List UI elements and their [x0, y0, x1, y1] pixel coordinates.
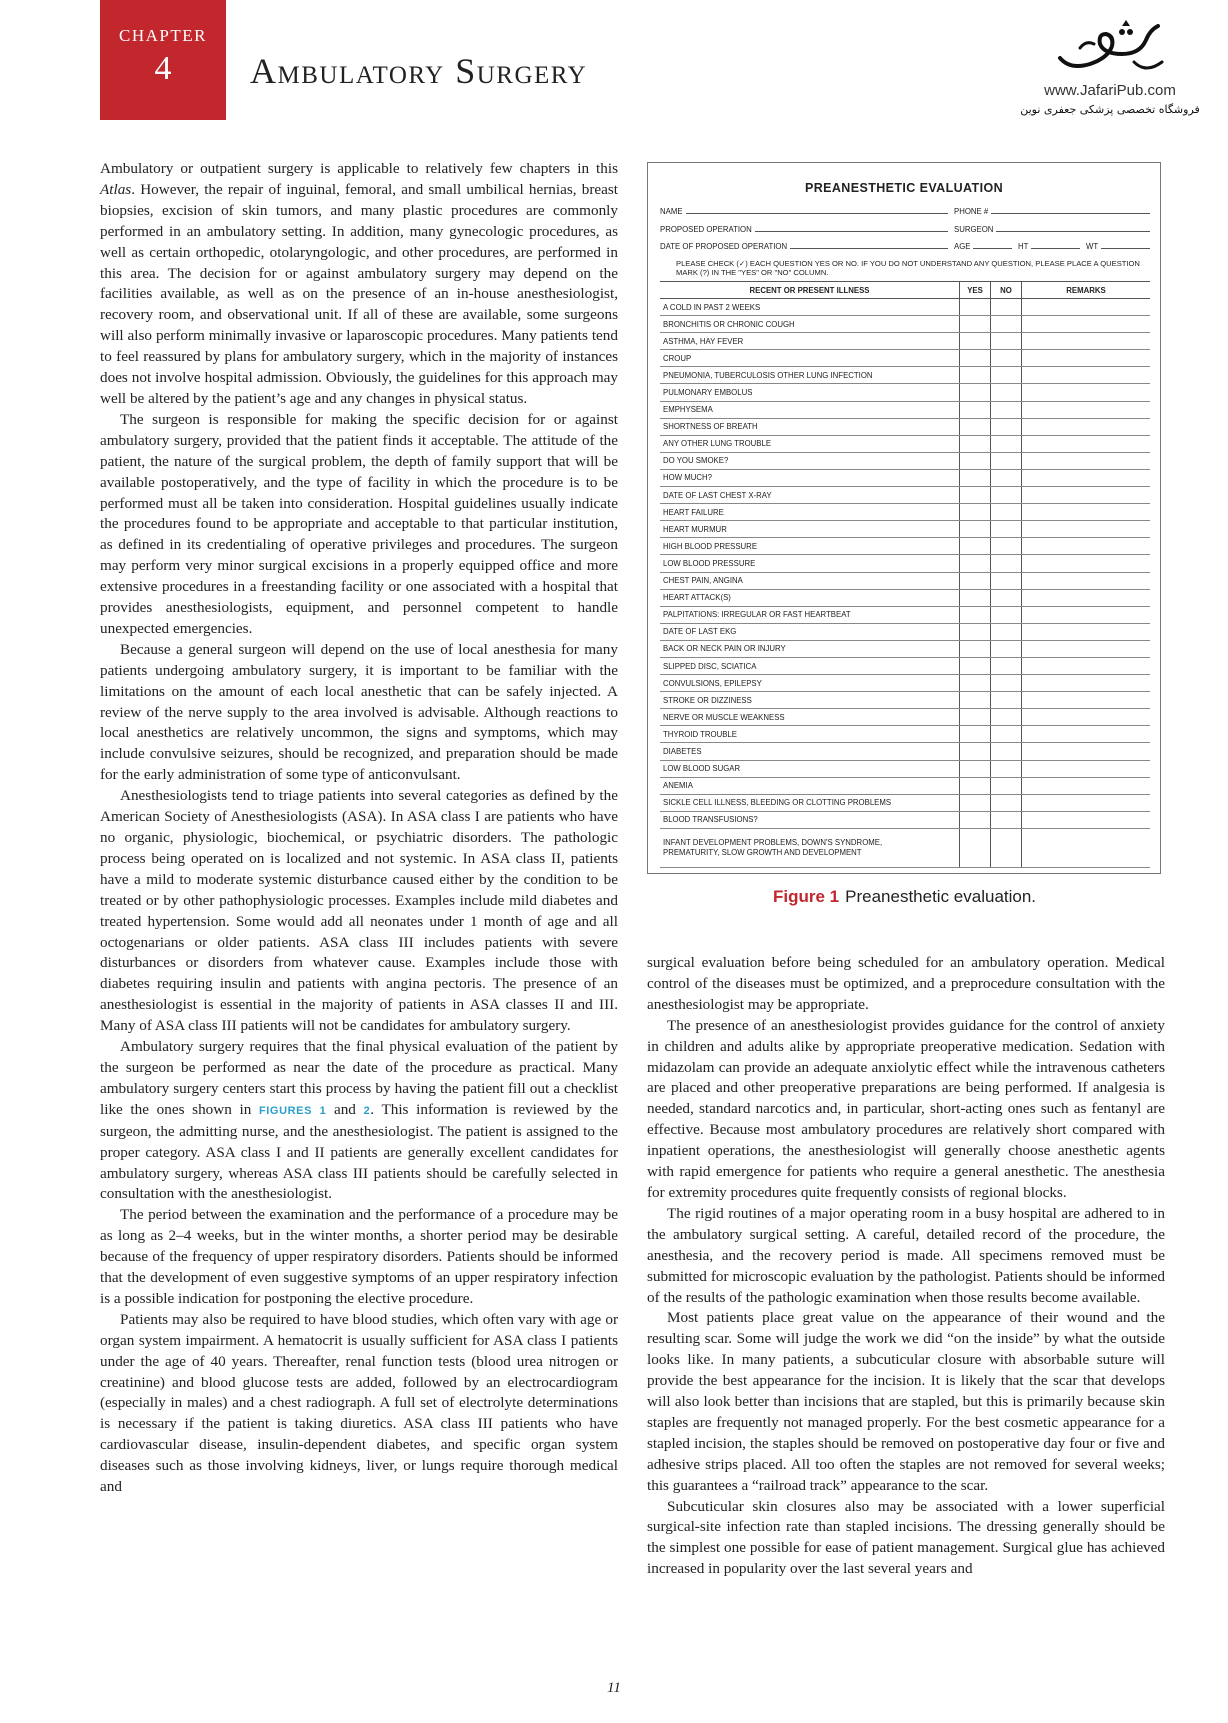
yes-checkbox[interactable] — [960, 794, 991, 811]
yes-checkbox[interactable] — [960, 487, 991, 504]
yes-checkbox[interactable] — [960, 418, 991, 435]
illness-label: ANEMIA — [660, 777, 960, 794]
publisher-tagline: فروشگاه تخصصی پزشکی جعفری نوین — [1020, 103, 1200, 116]
yes-checkbox[interactable] — [960, 760, 991, 777]
no-checkbox[interactable] — [991, 623, 1022, 640]
illness-label: STROKE OR DIZZINESS — [660, 692, 960, 709]
illness-label: HIGH BLOOD PRESSURE — [660, 538, 960, 555]
table-row — [660, 316, 1150, 333]
table-row — [660, 589, 1150, 606]
paragraph: Most patients place great value on the appearance of their wound and the resulting scar. Some will judge the work we did “on the inside” by what the outside looks like. In many patients, a subcuticular closure with absorbable suture will provide the best appearance for the incision. It is likely that the scar that develops will also look better than incisions that are stapled, but this is primarily because skin staples are frequently not managed properly. For the best cosmetic appearance for a stapled incision, the staples should be removed on postoperative day four or five and adhesive strips placed. All too often the staples are not removed for several weeks; this guarantees a “railroad track” appearance to the scar. — [647, 1309, 1165, 1494]
yes-checkbox[interactable] — [960, 538, 991, 555]
left-column — [100, 159, 618, 1498]
remarks-cell[interactable] — [1022, 692, 1151, 709]
yes-checkbox[interactable] — [960, 657, 991, 674]
illness-label: INFANT DEVELOPMENT PROBLEMS, DOWN'S SYNDROME, PREMATURITY, SLOW GROWTH AND DEVELOPMENT — [660, 828, 960, 867]
illness-label: LOW BLOOD PRESSURE — [660, 555, 960, 572]
illness-label: LOW BLOOD SUGAR — [660, 760, 960, 777]
yes-checkbox[interactable] — [960, 811, 991, 828]
table-row — [660, 657, 1150, 674]
no-checkbox[interactable] — [991, 811, 1022, 828]
figure-caption-text: Preanesthetic evaluation. — [845, 887, 1037, 906]
date-of-operation-field[interactable]: DATE OF PROPOSED OPERATION — [660, 242, 948, 251]
no-checkbox[interactable] — [991, 726, 1022, 743]
yes-checkbox[interactable] — [960, 452, 991, 469]
illness-checklist-table — [660, 281, 1150, 868]
yes-checkbox[interactable] — [960, 555, 991, 572]
height-field[interactable]: HT — [1018, 242, 1080, 251]
yes-checkbox[interactable] — [960, 572, 991, 589]
yes-checkbox[interactable] — [960, 709, 991, 726]
remarks-cell[interactable] — [1022, 538, 1151, 555]
table-row — [660, 640, 1150, 657]
yes-checkbox[interactable] — [960, 435, 991, 452]
table-row — [660, 623, 1150, 640]
no-checkbox[interactable] — [991, 777, 1022, 794]
yes-checkbox[interactable] — [960, 469, 991, 486]
column-header-remarks: REMARKS — [1022, 282, 1151, 299]
remarks-cell[interactable] — [1022, 726, 1151, 743]
table-row — [660, 367, 1150, 384]
yes-checkbox[interactable] — [960, 401, 991, 418]
remarks-cell[interactable] — [1022, 487, 1151, 504]
remarks-cell[interactable] — [1022, 316, 1151, 333]
name-field[interactable]: NAME — [660, 207, 948, 216]
column-header-no: NO — [991, 282, 1022, 299]
yes-checkbox[interactable] — [960, 384, 991, 401]
illness-label: BACK OR NECK PAIN OR INJURY — [660, 640, 960, 657]
yes-checkbox[interactable] — [960, 726, 991, 743]
yes-checkbox[interactable] — [960, 640, 991, 657]
no-checkbox[interactable] — [991, 606, 1022, 623]
illness-label: CONVULSIONS, EPILEPSY — [660, 675, 960, 692]
remarks-cell[interactable] — [1022, 435, 1151, 452]
chapter-label: CHAPTER — [119, 26, 207, 45]
remarks-cell[interactable] — [1022, 504, 1151, 521]
yes-checkbox[interactable] — [960, 675, 991, 692]
table-row — [660, 743, 1150, 760]
no-checkbox[interactable] — [991, 538, 1022, 555]
no-checkbox[interactable] — [991, 709, 1022, 726]
no-checkbox[interactable] — [991, 384, 1022, 401]
remarks-cell[interactable] — [1022, 418, 1151, 435]
illness-label: PALPITATIONS: IRREGULAR OR FAST HEARTBEAT — [660, 606, 960, 623]
table-row — [660, 555, 1150, 572]
table-row — [660, 777, 1150, 794]
no-checkbox[interactable] — [991, 469, 1022, 486]
table-row — [660, 521, 1150, 538]
table-row — [660, 811, 1150, 828]
form-title: PREANESTHETIC EVALUATION — [804, 181, 1004, 195]
remarks-cell[interactable] — [1022, 589, 1151, 606]
column-header-yes: YES — [960, 282, 991, 299]
no-checkbox[interactable] — [991, 316, 1022, 333]
publisher-logo — [1010, 18, 1210, 138]
no-checkbox[interactable] — [991, 367, 1022, 384]
yes-checkbox[interactable] — [960, 367, 991, 384]
no-checkbox[interactable] — [991, 418, 1022, 435]
paragraph: The surgeon is responsible for making the specific decision for or against ambulatory surgery, provided that the patient finds it acceptable. The attitude of the patient, the nature of the surgical problem, the depth of family support that will be available postoperatively, and the type of facility in which the procedure is to be performed must all be taken into consideration. Hospital guidelines usually indicate the procedures found to be appropriate and acceptable to that particular institution, as defined in its credentialing of operative privileges and procedures. The surgeon may perform very minor surgical excisions in a properly equipped office and more extensive procedures in a freestanding facility or one associated with a hospital that provides anesthesiologists, equipment, and personnel competent to handle unexpected emergencies. — [100, 410, 618, 637]
table-row — [660, 606, 1150, 623]
chapter-title: Ambulatory Surgery — [250, 51, 588, 91]
no-checkbox[interactable] — [991, 692, 1022, 709]
yes-checkbox[interactable] — [960, 350, 991, 367]
table-row — [660, 299, 1150, 316]
paragraph: Because a general surgeon will depend on the use of local anesthesia for many patients undergoing ambulatory surgery, it is important to be familiar with the limitations on the amount of each local anesthetic that can be safely injected. A review of the nerve supply to the area involved is advisable. Although reactions to local anesthetics are relatively uncommon, the signs and symptoms, which may include convulsive seizures, should be recognized, and preparation should be made for the early administration of some type of anticonvulsant. — [100, 640, 618, 784]
no-checkbox[interactable] — [991, 333, 1022, 350]
no-checkbox[interactable] — [991, 572, 1022, 589]
remarks-cell[interactable] — [1022, 572, 1151, 589]
yes-checkbox[interactable] — [960, 504, 991, 521]
illness-label: SHORTNESS OF BREATH — [660, 418, 960, 435]
no-checkbox[interactable] — [991, 299, 1022, 316]
no-checkbox[interactable] — [991, 401, 1022, 418]
table-row — [660, 452, 1150, 469]
form-instructions: PLEASE CHECK (✓) EACH QUESTION YES OR NO. IF YOU DO NOT UNDERSTAND ANY QUESTION, PLEASE PLACE A QUESTION MARK (?) IN THE "YES" OR "NO" COLUMN. — [676, 259, 1140, 277]
yes-checkbox[interactable] — [960, 743, 991, 760]
table-row — [660, 794, 1150, 811]
no-checkbox[interactable] — [991, 828, 1022, 867]
paragraph: The period between the examination and the performance of a procedure may be as long as 2–4 weeks, but in the winter months, a shorter period may be desirable because of the frequency of upper respiratory disorders. Patients should be informed that the development of even suggestive symptoms of an upper respiratory infection is a possible indication for postponing the elective procedure. — [100, 1206, 618, 1307]
remarks-cell[interactable] — [1022, 555, 1151, 572]
illness-label: ANY OTHER LUNG TROUBLE — [660, 435, 960, 452]
illness-label: CROUP — [660, 350, 960, 367]
checklist-rows — [660, 299, 1150, 868]
illness-label: NERVE OR MUSCLE WEAKNESS — [660, 709, 960, 726]
table-row — [660, 487, 1150, 504]
illness-label: SICKLE CELL ILLNESS, BLEEDING OR CLOTTING PROBLEMS — [660, 794, 960, 811]
illness-label: SLIPPED DISC, SCIATICA — [660, 657, 960, 674]
remarks-cell[interactable] — [1022, 521, 1151, 538]
remarks-cell[interactable] — [1022, 623, 1151, 640]
yes-checkbox[interactable] — [960, 316, 991, 333]
yes-checkbox[interactable] — [960, 777, 991, 794]
illness-label: EMPHYSEMA — [660, 401, 960, 418]
remarks-cell[interactable] — [1022, 743, 1151, 760]
illness-label: PNEUMONIA, TUBERCULOSIS OTHER LUNG INFECTION — [660, 367, 960, 384]
yes-checkbox[interactable] — [960, 623, 991, 640]
table-row — [660, 675, 1150, 692]
paragraph: Subcuticular skin closures also may be associated with a lower superficial surgical-site infection rate than stapled incisions. The dressing generally should be the simplest one possible for ease of patient management. Surgical glue has achieved increased in popularity over the last several years and — [647, 1497, 1165, 1578]
illness-label: DO YOU SMOKE? — [660, 452, 960, 469]
no-checkbox[interactable] — [991, 555, 1022, 572]
table-row — [660, 828, 1150, 867]
table-row — [660, 504, 1150, 521]
remarks-cell[interactable] — [1022, 401, 1151, 418]
page-number: 11 — [607, 1680, 621, 1696]
table-row — [660, 709, 1150, 726]
table-row — [660, 350, 1150, 367]
paragraph: surgical evaluation before being scheduled for an ambulatory operation. Medical control of the diseases must be optimized, and a preprocedure consultation with the anesthesiologist may be appropriate. — [647, 954, 1165, 1013]
remarks-cell[interactable] — [1022, 606, 1151, 623]
illness-label: HEART FAILURE — [660, 504, 960, 521]
figure-number: Figure 1 — [773, 887, 840, 906]
table-row — [660, 401, 1150, 418]
no-checkbox[interactable] — [991, 521, 1022, 538]
yes-checkbox[interactable] — [960, 521, 991, 538]
figure-caption — [773, 887, 1036, 907]
remarks-cell[interactable] — [1022, 333, 1151, 350]
illness-label: A COLD IN PAST 2 WEEKS — [660, 299, 960, 316]
paragraph: The rigid routines of a major operating room in a busy hospital are adhered to in the ambulatory surgical setting. A careful, detailed record of the procedure, the anesthesia, and the recovery period is made. All specimens removed must be submitted for microscopic evaluation by the pathologist. Patients should be informed of the results of the pathologic examination when those results become available. — [647, 1204, 1165, 1306]
no-checkbox[interactable] — [991, 657, 1022, 674]
paragraph: Ambulatory or outpatient surgery is applicable to relatively few chapters in this Atlas. However, the repair of inguinal, femoral, and small umbilical hernias, breast biopsies, excision of skin tumors, and many plastic procedures are commonly performed in an ambulatory setting. In addition, many gynecologic procedures, as well as certain orthopedic, otolaryngologic, and other procedures, are performed in this area. The decision for or against ambulatory surgery may depend on the facilities available, as well as on the presence of an in-house anesthesiologist, recovery room, and observational unit. If all of these are available, some surgeons will also perform minimally invasive or laparoscopic procedures. Many patients tend to feel reassured by plans for ambulatory surgery, which in the majority of instances does not involve hospital admission. Obviously, the guidelines for this approach may well be altered by the patient’s age and any changes in physical status. — [100, 160, 618, 407]
illness-label: BLOOD TRANSFUSIONS? — [660, 811, 960, 828]
weight-field[interactable]: WT — [1086, 242, 1150, 251]
column-header-illness: RECENT OR PRESENT ILLNESS — [660, 282, 960, 299]
preanesthetic-evaluation-form — [647, 162, 1161, 874]
remarks-cell[interactable] — [1022, 828, 1151, 867]
paragraph: Anesthesiologists tend to triage patients into several categories as defined by the American Society of Anesthesiologists (ASA). In ASA class I are patients who have no organic, physiologic, biochemical, or psychiatric disorders. The pathologic process being operated on is localized and not systemic. In ASA class II, patients have a mild to moderate systemic disturbance caused either by the condition to be treated or by other pathophysiologic processes. Examples include mild diabetes and treated hypertension. Some would add all neonates under 1 month of age and all octogenarians or older patients. ASA class III includes patients with severe disturbances or disorders from whatever cause. Examples include those with diabetes requiring insulin and patients with angina pectoris. The presence of an anesthesiologist is essential in the majority of patients in ASA classes II and III. Many of ASA class III patients will not be candidates for ambulatory surgery. — [100, 787, 618, 1035]
table-row — [660, 418, 1150, 435]
publisher-url: www.JafariPub.com — [1044, 82, 1176, 99]
no-checkbox[interactable] — [991, 350, 1022, 367]
illness-label: DATE OF LAST CHEST X-RAY — [660, 487, 960, 504]
table-row — [660, 572, 1150, 589]
paragraph: The presence of an anesthesiologist provides guidance for the control of anxiety in children and adults alike by appropriate preoperative medication. Sedation with midazolam can provide an adequate anxiolytic effect while the intravenous catheters are placed and other preoperative preparations are being performed. If analgesia is needed, standard narcotics and, in particular, short-acting ones such as fentanyl are effective. Because most ambulatory procedures are relatively short compared with inpatient operations, the anesthesiologist will generally choose anesthetic agents with rapid emergence for patients who require a general anesthetic. The anesthesia for extremity procedures quite frequently consists of regional blocks. — [647, 1016, 1165, 1201]
chapter-number: 4 — [154, 50, 172, 87]
illness-label: CHEST PAIN, ANGINA — [660, 572, 960, 589]
table-row — [660, 384, 1150, 401]
table-row — [660, 692, 1150, 709]
remarks-cell[interactable] — [1022, 299, 1151, 316]
proposed-operation-field[interactable]: PROPOSED OPERATION — [660, 225, 948, 234]
no-checkbox[interactable] — [991, 675, 1022, 692]
age-field[interactable]: AGE — [954, 242, 1012, 251]
illness-label: BRONCHITIS OR CHRONIC COUGH — [660, 316, 960, 333]
remarks-cell[interactable] — [1022, 350, 1151, 367]
remarks-cell[interactable] — [1022, 640, 1151, 657]
illness-label: DATE OF LAST EKG — [660, 623, 960, 640]
no-checkbox[interactable] — [991, 760, 1022, 777]
no-checkbox[interactable] — [991, 743, 1022, 760]
table-row — [660, 469, 1150, 486]
no-checkbox[interactable] — [991, 487, 1022, 504]
no-checkbox[interactable] — [991, 435, 1022, 452]
no-checkbox[interactable] — [991, 589, 1022, 606]
yes-checkbox[interactable] — [960, 606, 991, 623]
illness-label: PULMONARY EMBOLUS — [660, 384, 960, 401]
remarks-cell[interactable] — [1022, 760, 1151, 777]
remarks-cell[interactable] — [1022, 384, 1151, 401]
table-row — [660, 760, 1150, 777]
no-checkbox[interactable] — [991, 504, 1022, 521]
remarks-cell[interactable] — [1022, 811, 1151, 828]
table-row — [660, 726, 1150, 743]
publisher-logo-icon — [1050, 18, 1170, 80]
figure-2-link[interactable]: 2 — [363, 1104, 371, 1117]
paragraph: Ambulatory surgery requires that the final physical evaluation of the patient by the surgeon be performed as near the date of the procedure as practical. Many ambulatory surgery centers start this process by having the patient fill out a checklist like the ones shown in FIGURES 1 and 2. This information is reviewed by the surgeon, the admitting nurse, and the anesthesiologist. The patient is assigned to the proper category. ASA class I and II patients are generally excellent candidates for ambulatory surgery, whereas ASA class III patients should be carefully selected in consultation with the anesthesiologist. — [100, 1038, 619, 1203]
chapter-badge — [100, 0, 226, 120]
paragraph: Patients may also be required to have blood studies, which often vary with age or organ system impairment. A hematocrit is usually sufficient for ASA class I patients under the age of 40 years. Thereafter, renal function tests (blood urea nitrogen or creatinine) and blood glucose tests are added, followed by an electrocardiogram (especially in males) and a chest radiograph. A full set of electrolyte determinations is necessary if the patient is taking diuretics. ASA class III patients who have cardiovascular disease, insulin-dependent diabetes, and specific organ system diseases such as those involving kidneys, liver, or lungs require thorough medical and — [100, 1310, 618, 1496]
figure-1-link[interactable]: FIGURES 1 — [258, 1104, 327, 1117]
remarks-cell[interactable] — [1022, 469, 1151, 486]
illness-label: ASTHMA, HAY FEVER — [660, 333, 960, 350]
illness-label: HEART ATTACK(S) — [660, 589, 960, 606]
no-checkbox[interactable] — [991, 640, 1022, 657]
yes-checkbox[interactable] — [960, 589, 991, 606]
yes-checkbox[interactable] — [960, 333, 991, 350]
atlas-italic: Atlas — [100, 180, 132, 198]
phone-field[interactable]: PHONE # — [954, 207, 1150, 216]
yes-checkbox[interactable] — [960, 299, 991, 316]
illness-label: HEART MURMUR — [660, 521, 960, 538]
no-checkbox[interactable] — [991, 452, 1022, 469]
illness-label: HOW MUCH? — [660, 469, 960, 486]
surgeon-field[interactable]: SURGEON — [954, 225, 1150, 234]
right-column — [647, 953, 1165, 1580]
remarks-cell[interactable] — [1022, 777, 1151, 794]
remarks-cell[interactable] — [1022, 709, 1151, 726]
illness-label: DIABETES — [660, 743, 960, 760]
remarks-cell[interactable] — [1022, 367, 1151, 384]
table-row — [660, 435, 1150, 452]
remarks-cell[interactable] — [1022, 794, 1151, 811]
remarks-cell[interactable] — [1022, 657, 1151, 674]
illness-label: THYROID TROUBLE — [660, 726, 960, 743]
table-row — [660, 538, 1150, 555]
remarks-cell[interactable] — [1022, 675, 1151, 692]
remarks-cell[interactable] — [1022, 452, 1151, 469]
yes-checkbox[interactable] — [960, 692, 991, 709]
table-row — [660, 333, 1150, 350]
yes-checkbox[interactable] — [960, 828, 991, 867]
no-checkbox[interactable] — [991, 794, 1022, 811]
